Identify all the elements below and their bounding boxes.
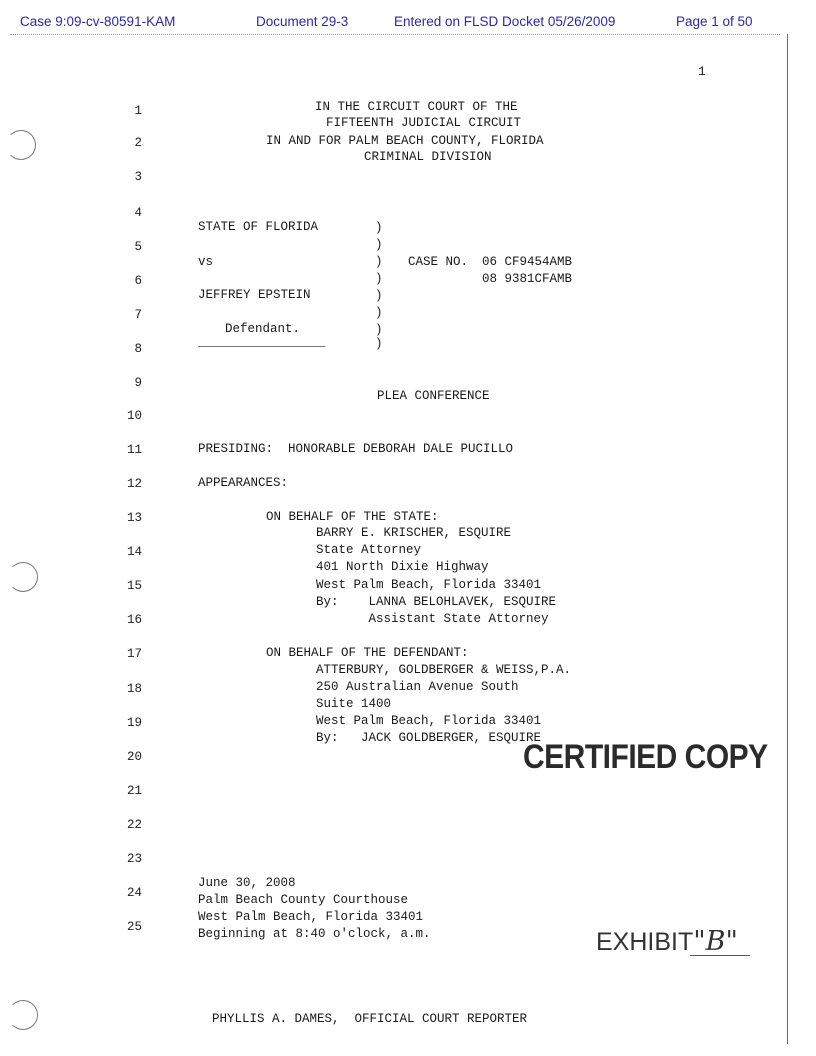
line-number: 8 [134,342,142,356]
state-line: West Palm Beach, Florida 33401 [316,578,542,592]
line-number: 11 [126,443,142,457]
appearances-label: APPEARANCES: [198,476,289,490]
case-number-value: 06 CF9454AMB [482,255,573,269]
line-number: 12 [126,477,142,491]
hearing-place: Palm Beach County Courthouse [198,893,409,907]
line-number: 13 [126,511,142,525]
line-number: 15 [126,579,142,593]
line-number: 17 [126,647,142,661]
certified-copy-stamp: CERTIFIED COPY [523,738,768,776]
line-number: 24 [126,886,142,900]
line-number: 21 [126,784,142,798]
state-line: BARRY E. KRISCHER, ESQUIRE [316,526,512,540]
caption-bracket: ) [375,289,383,303]
court-heading-line: IN THE CIRCUIT COURT OF THE [315,100,518,114]
defendant-name: JEFFREY EPSTEIN [198,288,311,302]
caption-underline: _________________ [198,335,326,349]
punch-hole-mark [8,1000,38,1030]
page-indicator: Page 1 of 50 [676,14,753,29]
defense-line: West Palm Beach, Florida 33401 [316,714,542,728]
punch-hole-mark [6,130,36,160]
line-number: 20 [126,750,142,764]
line-number: 23 [126,852,142,866]
punch-hole-mark [8,562,38,592]
court-reporter-footer: PHYLLIS A. DAMES, OFFICIAL COURT REPORTER [212,1012,528,1026]
line-number: 25 [126,920,142,934]
header-rule [10,34,780,35]
proceeding-title: PLEA CONFERENCE [377,389,490,403]
line-number: 1 [134,104,142,118]
case-number: Case 9:09-cv-80591-KAM [20,14,176,29]
line-number: 9 [134,376,142,390]
state-line: 401 North Dixie Highway [316,560,489,574]
defendant-label: Defendant. [225,322,301,336]
line-number: 2 [134,136,142,150]
transcript-page-number: 1 [698,64,706,79]
court-heading-line: FIFTEENTH JUDICIAL CIRCUIT [326,116,522,130]
caption-bracket: ) [375,221,383,235]
hearing-city: West Palm Beach, Florida 33401 [198,910,424,924]
line-number: 6 [134,274,142,288]
docket-header [0,14,816,34]
defense-line: By: JACK GOLDBERGER, ESQUIRE [316,731,542,745]
plaintiff-name: STATE OF FLORIDA [198,220,319,234]
hearing-date: June 30, 2008 [198,876,296,890]
state-line: By: LANNA BELOHLAVEK, ESQUIRE [316,595,557,609]
hearing-time: Beginning at 8:40 o'clock, a.m. [198,927,431,941]
defense-line: ATTERBURY, GOLDBERGER & WEISS,P.A. [316,663,572,677]
court-heading-line: CRIMINAL DIVISION [364,150,492,164]
exhibit-label: EXHIBIT [596,928,694,956]
caption-bracket: ) [375,255,383,269]
caption-bracket: ) [375,272,383,286]
caption-bracket: ) [375,323,383,337]
document-number: Document 29-3 [256,14,349,29]
line-number: 5 [134,240,142,254]
state-line: State Attorney [316,543,422,557]
exhibit-stamp [596,926,738,957]
state-line: Assistant State Attorney [316,612,549,626]
caption-bracket: ) [375,337,383,351]
exhibit-letter: "B" [693,926,738,957]
defense-line: 250 Australian Avenue South [316,680,519,694]
exhibit-underline [690,955,750,956]
case-number-label: CASE NO. [408,255,469,269]
court-heading-line: IN AND FOR PALM BEACH COUNTY, FLORIDA [266,134,544,148]
presiding-judge: PRESIDING: HONORABLE DEBORAH DALE PUCILLO [198,442,514,456]
line-number: 10 [126,409,142,423]
docket-entry: Entered on FLSD Docket 05/26/2009 [394,14,616,29]
right-margin-line [787,34,788,1044]
caption-bracket: ) [375,306,383,320]
caption-bracket: ) [375,238,383,252]
line-number: 18 [126,682,142,696]
defense-heading: ON BEHALF OF THE DEFENDANT: [266,646,469,660]
versus-label: vs [198,255,214,269]
line-number: 3 [134,170,142,184]
line-number: 7 [134,308,142,322]
line-number: 4 [134,206,142,220]
case-number-value: 08 9381CFAMB [482,272,573,286]
line-number: 19 [126,716,142,730]
defense-line: Suite 1400 [316,697,392,711]
line-number: 16 [126,613,142,627]
line-number: 14 [126,545,142,559]
state-heading: ON BEHALF OF THE STATE: [266,510,439,524]
line-number: 22 [126,818,142,832]
